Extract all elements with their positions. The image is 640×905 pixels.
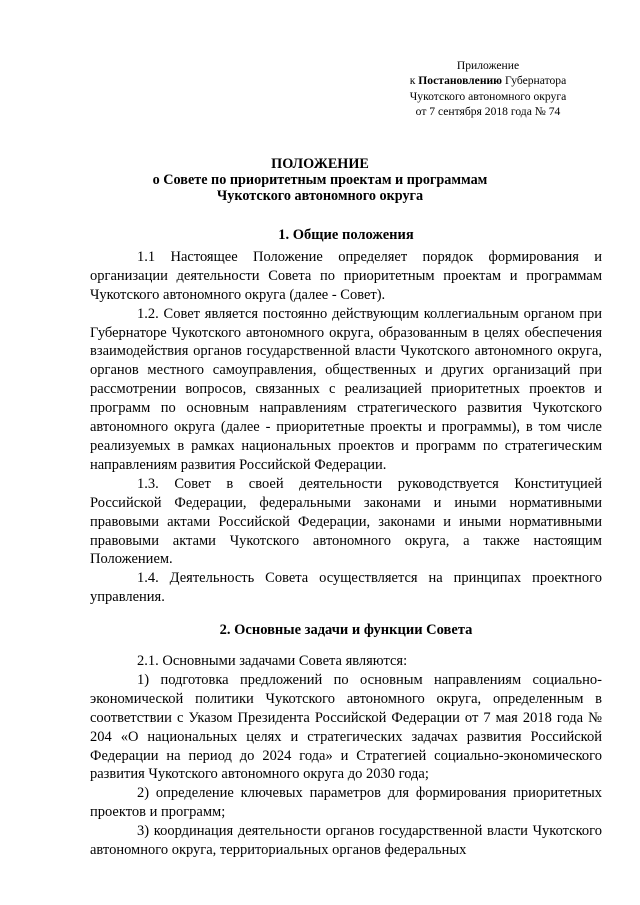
paragraph-1-1: 1.1 Настоящее Положение определяет порядок формирования и организации деятельности Совета по приоритетным проектам и программам Чукотского автономного округа (далее - Совет).	[90, 248, 602, 303]
appendix-line-2-suffix: Губернатора	[502, 74, 567, 88]
paragraph-2-1: 2.1. Основными задачами Совета являются:	[137, 653, 408, 670]
appendix-line-2	[388, 73, 588, 88]
title-line-1: ПОЛОЖЕНИЕ	[271, 156, 369, 172]
document-title	[0, 156, 640, 205]
section-1-heading: 1. Общие положения	[278, 227, 414, 243]
paragraph-1-2: 1.2. Совет является постоянно действующим коллегиальным органом при Губернаторе Чукотского автономного округа, образованным в целях обеспечения взаимодействия органов государственной власти Чукотского автономного округа, органов местного самоуправления, общественных и других организаций при рассмотрении вопросов, связанных с реализацией приоритетных проектов и программ по основным направлениям стратегического развития Чукотского автономного округа (далее - приоритетные проекты и программы), в том числе реализуемых в рамках национальных проектов и программ по стратегическим направлениям развития Российской Федерации.	[90, 305, 602, 473]
appendix-line-4: от 7 сентября 2018 года № 74	[415, 104, 561, 118]
title-line-2: о Совете по приоритетным проектам и программам	[152, 172, 488, 189]
paragraph-1-3: 1.3. Совет в своей деятельности руководствуется Конституцией Российской Федерации, федеральными законами и иными нормативными правовыми актами Российской Федерации, законами и иными нормативными правовыми актами Чукотского автономного округа, а также настоящим Положением.	[90, 475, 602, 568]
paragraph-2-1-item-1: 1) подготовка предложений по основным направлениям социально-экономической политики Чукотского автономного округа, определенным в соответствии с Указом Президента Российской Федерации от 7 мая 2018 года № 204 «О национальных целях и стратегических задачах развития Российской Федерации на период до 2024 года» и Стратегией социально-экономического развития Чукотского автономного округа до 2030 года;	[90, 671, 602, 783]
paragraph-2-1-item-3: 3) координация деятельности органов государственной власти Чукотского автономного округа, территориальных органов федеральных	[90, 823, 602, 859]
paragraph-2-1-item-2: 2) определение ключевых параметров для формирования приоритетных проектов и программ;	[90, 785, 602, 821]
appendix-block	[388, 58, 588, 119]
appendix-line-3: Чукотского автономного округа	[409, 89, 567, 103]
title-line-3: Чукотского автономного округа	[216, 188, 424, 205]
section-2-heading: 2. Основные задачи и функции Совета	[219, 622, 473, 639]
paragraph-1-4: 1.4. Деятельность Совета осуществляется на принципах проектного управления.	[90, 570, 602, 606]
document-body	[90, 226, 602, 860]
appendix-resolution-word: Постановлению	[418, 74, 503, 88]
appendix-line-2-prefix: к	[409, 74, 419, 88]
appendix-line-1: Приложение	[456, 59, 520, 72]
